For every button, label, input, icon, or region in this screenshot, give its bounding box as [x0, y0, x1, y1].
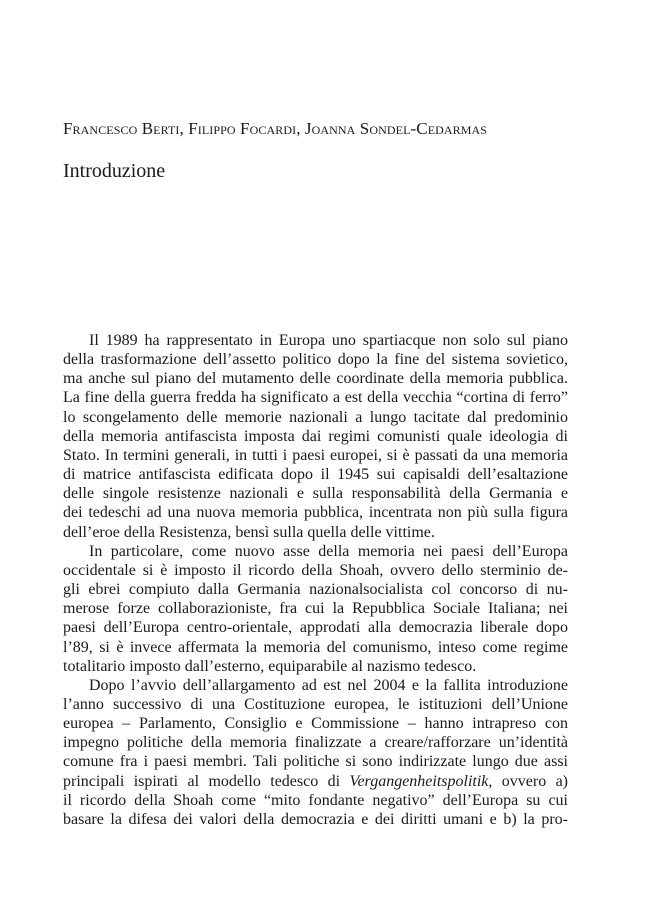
text-line: merose forze collaborazioniste, fra cui la Repubblica Sociale Italiana; nei	[63, 600, 568, 618]
text-line: Il 1989 ha rappresentato in Europa uno spartiacque non solo sul piano	[89, 332, 568, 349]
chapter-title: Introduzione	[63, 160, 166, 182]
text-line: delle singole resistenze nazionali e sulla responsabilità della Germania e	[63, 485, 568, 503]
text-line: Dopo l’avvio dell’allargamento ad est nel 2004 e la fallita introduzione	[89, 676, 568, 694]
text-line: ma anche sul piano del mutamento delle coordinate della memoria pubblica.	[63, 370, 568, 388]
text-segment: principali ispirati al modello tedesco di	[63, 772, 350, 790]
text-line: lo scongelamento delle memorie nazionali a lungo tacitate dal predominio	[63, 408, 568, 426]
text-line: di matrice antifascista edificata dopo il 1945 sui capisaldi dell’esaltazione	[63, 466, 568, 484]
text-line	[63, 772, 568, 791]
text-line: della trasformazione dell’assetto politico dopo la fine del sistema sovietico,	[63, 351, 568, 369]
chapter-authors: Francesco Berti, Filippo Focardi, Joanna Sondel-Cedarmas	[63, 119, 488, 138]
text-segment: ovvero a)	[492, 772, 568, 790]
text-line: In particolare, come nuovo asse della memoria nei paesi dell’Europa	[89, 542, 568, 560]
text-line: basare la difesa dei valori della democrazia e dei diritti umani e b) la pro-	[63, 810, 568, 828]
text-line: dell’eroe della Resistenza, bensì sulla quella delle vittime.	[63, 523, 435, 541]
text-line: comune fra i paesi membri. Tali politiche si sono indirizzate lungo due assi	[63, 753, 568, 771]
body-text	[63, 331, 568, 829]
text-line: il ricordo della Shoah come “mito fondante negativo” dell’Europa su cui	[63, 791, 568, 809]
text-line: paesi dell’Europa centro-orientale, approdati alla democrazia liberale dopo	[63, 619, 568, 637]
text-line: totalitario imposto dall’esterno, equiparabile al nazismo tedesco.	[63, 657, 477, 675]
text-line: l’anno successivo di una Costituzione europea, le istituzioni dell’Unione	[63, 695, 568, 713]
text-line: dei tedeschi ad una nuova memoria pubblica, incentrata non più sulla figura	[63, 504, 568, 522]
text-line: europea – Parlamento, Consiglio e Commissione – hanno intrapreso con	[63, 715, 568, 733]
italic-term: Vergangenheitspolitik,	[349, 772, 493, 790]
text-line: l’89, si è invece affermata la memoria del comunismo, inteso come regime	[63, 638, 568, 656]
text-line: impegno politiche della memoria finalizzate a creare/rafforzare un’identità	[63, 734, 568, 752]
text-line: occidentale si è imposto il ricordo della Shoah, ovvero dello sterminio de-	[63, 561, 568, 579]
text-line: La fine della guerra fredda ha significato a est della vecchia “cortina di ferro”	[63, 389, 568, 407]
text-line: della memoria antifascista imposta dai regimi comunisti quale ideologia di	[63, 427, 568, 445]
text-line: gli ebrei compiuto dalla Germania nazionalsocialista col concorso di nu-	[63, 581, 568, 599]
text-line: Stato. In termini generali, in tutti i paesi europei, si è passati da una memoria	[63, 446, 568, 464]
